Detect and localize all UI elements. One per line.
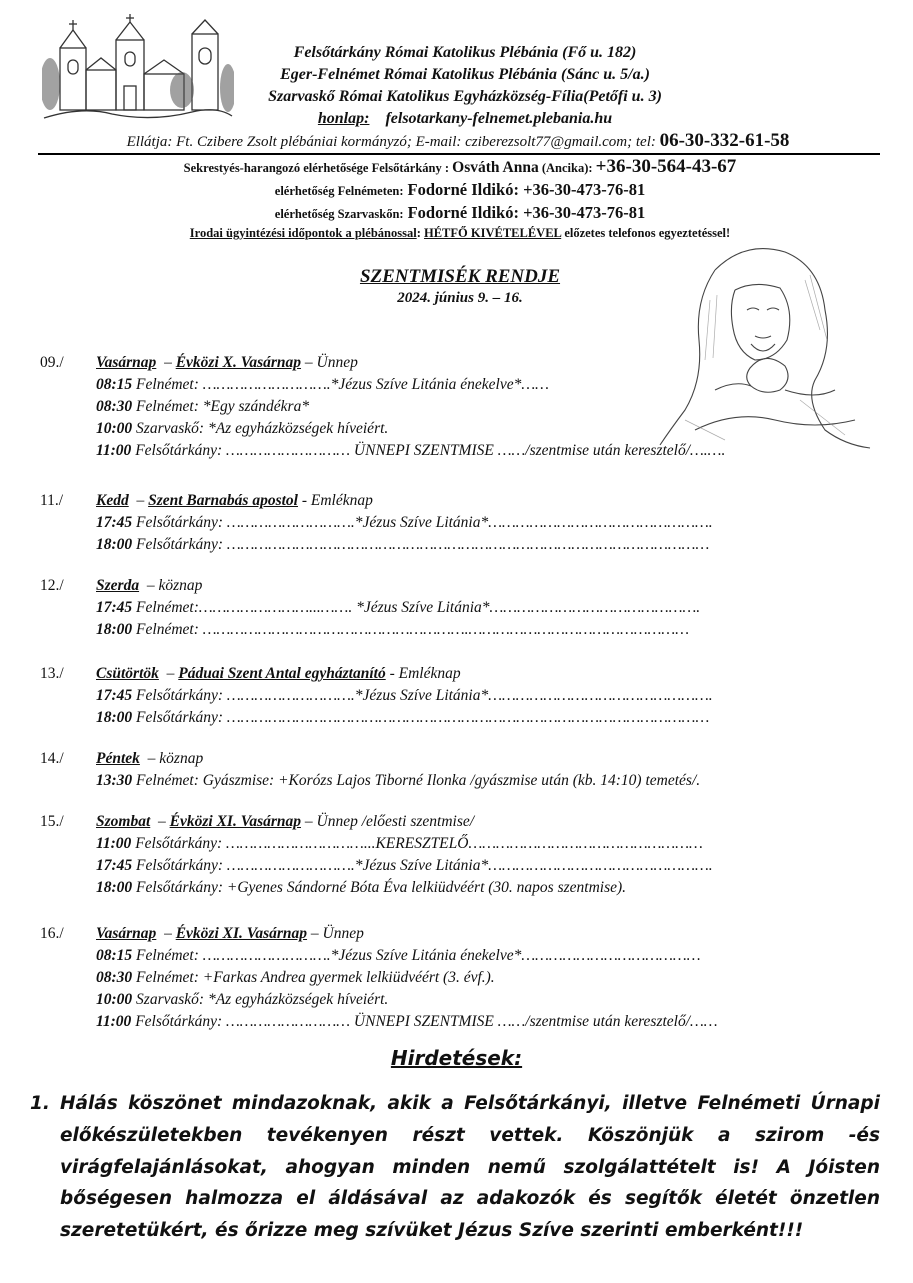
mass-time: 10:00 xyxy=(96,420,133,437)
feast-name: Évközi XI. Vasárnap xyxy=(175,925,308,942)
day-heading xyxy=(96,813,474,831)
day-heading xyxy=(96,665,461,683)
day-number: 16./ xyxy=(40,925,64,942)
mass-entry: 18:00 Felsőtárkány: …………………………………………………………………………………………… xyxy=(96,709,710,726)
day-name: Vasárnap xyxy=(96,354,157,371)
day-number: 09./ xyxy=(40,354,64,371)
mass-time: 11:00 xyxy=(96,442,132,459)
email-link[interactable]: cziberezsolt77@gmail.com xyxy=(465,134,628,150)
mass-entry: 10:00 Szarvaskő: *Az egyházközségek híveiért. xyxy=(96,420,389,437)
szarvasko-contact-line xyxy=(40,203,880,223)
phone-number: 06-30-332-61-58 xyxy=(659,130,790,151)
mass-entry: 18:00 Felnémet: ………………………………………………….………………………………………… xyxy=(96,621,689,638)
day-separator: – xyxy=(136,492,145,509)
mass-entry: 18:00 Felsőtárkány: …………………………………………………………………………………………… xyxy=(96,536,710,553)
homepage-label: honlap: xyxy=(317,110,370,127)
header-divider xyxy=(38,153,880,155)
mass-entry: 17:45 Felnémet:……………………...……. *Jézus Szíve Litánia*………………………………………. xyxy=(96,599,701,616)
sacristan-label: Sekrestyés-harangozó elérhetősége Felsőtárkány : xyxy=(183,161,450,175)
mass-entry: 11:00 Felsőtárkány: ……………………… ÜNNEPI SZENTMISE ……/szentmise után keresztelő/…… xyxy=(96,1013,718,1030)
day-number: 11./ xyxy=(40,492,64,509)
felnemet-contact: Fodorné Ildikó: +36-30-473-76-81 xyxy=(407,180,646,199)
schedule-title-text: SZENTMISÉK RENDJE xyxy=(359,266,561,287)
mass-entry: 11:00 Felsőtárkány: …………………………...KERESZTELŐ…………………………………………… xyxy=(96,835,703,852)
mass-time: 17:45 xyxy=(96,514,133,531)
schedule-dates: 2024. június 9. – 16. xyxy=(397,290,523,306)
day-separator: – xyxy=(158,813,166,830)
schedule-title xyxy=(340,266,580,288)
mass-entry: 18:00 Felsőtárkány: +Gyenes Sándorné Bóta Éva lelkiüdvéért (30. napos szentmise). xyxy=(96,879,627,896)
office-label: Irodai ügyintézési időpontok a plébánossal xyxy=(189,226,417,240)
mass-time: 08:30 xyxy=(96,969,133,986)
day-heading xyxy=(96,354,358,372)
tel-label: ; tel: xyxy=(627,134,656,150)
office-hours-line xyxy=(40,226,880,241)
mass-entry: 17:45 Felsőtárkány: ……………………….*Jézus Szíve Litánia*…………………………………………. xyxy=(96,857,713,874)
mass-entry: 17:45 Felsőtárkány: ……………………….*Jézus Szíve Litánia*…………………………………………. xyxy=(96,514,713,531)
mass-time: 08:15 xyxy=(96,947,133,964)
sacristan-name: Osváth Anna xyxy=(452,159,539,176)
mass-time: 18:00 xyxy=(96,621,133,638)
parish-felnemet: Eger-Felnémet Római Katolikus Plébánia (Sánc u. 5/a.) xyxy=(280,66,650,83)
mass-time: 18:00 xyxy=(96,709,133,726)
felnemet-contact-line xyxy=(40,180,880,200)
day-type: – köznap xyxy=(147,750,204,767)
day-separator: – xyxy=(164,354,172,371)
mass-time: 18:00 xyxy=(96,879,133,896)
day-type: - Emléknap xyxy=(389,665,461,682)
mass-time: 18:00 xyxy=(96,536,133,553)
day-heading xyxy=(96,750,203,768)
mass-time: 10:00 xyxy=(96,991,133,1008)
mass-entry: 08:30 Felnémet: +Farkas Andrea gyermek lelkiüdvéért (3. évf.). xyxy=(96,969,495,986)
announcements-title-text: Hirdetések: xyxy=(390,1046,523,1070)
mass-entry: 08:15 Felnémet: ……………………….*Jézus Szíve Litánia énekelve*………………………………… xyxy=(96,947,701,964)
mass-entry: 08:30 Felnémet: *Egy szándékra* xyxy=(96,398,310,415)
szarvasko-label: elérhetőség Szarvaskőn: xyxy=(274,207,404,221)
parish-felsotarkany: Felsőtárkány Római Katolikus Plébánia (Fő u. 182) xyxy=(293,44,637,61)
announcement-text: Hálás köszönet mindazoknak, akik a Felsőtárkányi, illetve Felnémeti Úrnapi előkészületekben tevékenyen részt vettek. Köszönjük a szirom -és virágfelajánlásokat, ahogyan minden nemű szolgálattételt is! A Jóisten bőségesen halmozza el áldásával az adakozók és segítők életét önzetlen szeretetükért, és őrizze meg szívüket Jézus Szíve szerinti emberként!!! xyxy=(60,1093,880,1242)
day-type: – Ünnep /előesti szentmise/ xyxy=(304,813,475,830)
mass-time: 08:15 xyxy=(96,376,133,393)
announcement-number: 1. xyxy=(30,1093,50,1114)
day-number: 12./ xyxy=(40,577,64,594)
day-number: 15./ xyxy=(40,813,64,830)
day-type: – Ünnep xyxy=(304,354,358,371)
sacristan-phone: +36-30-564-43-67 xyxy=(595,156,737,177)
office-colon: : xyxy=(416,226,421,240)
homepage-line xyxy=(150,110,780,128)
day-name: Csütörtök xyxy=(96,665,159,682)
mass-time: 13:30 xyxy=(96,772,133,789)
announcements-title xyxy=(0,1046,913,1070)
mass-time: 17:45 xyxy=(96,857,133,874)
contact-line xyxy=(38,130,878,152)
announcement-item xyxy=(30,1088,880,1247)
mass-time: 11:00 xyxy=(96,835,132,852)
day-heading xyxy=(96,925,364,943)
mass-entry: 13:30 Felnémet: Gyászmise: +Korózs Lajos Tiborné Ilonka /gyászmise után (kb. 14:10) temetés/. xyxy=(96,772,701,789)
day-number: 14./ xyxy=(40,750,64,767)
mass-entry: 10:00 Szarvaskő: *Az egyházközségek híveiért. xyxy=(96,991,389,1008)
day-separator: – xyxy=(164,925,172,942)
mass-entry: 17:45 Felsőtárkány: ……………………….*Jézus Szíve Litánia*…………………………………………. xyxy=(96,687,713,704)
day-type: – Ünnep xyxy=(310,925,364,942)
sacristan-nick: (Ancika): xyxy=(541,161,593,175)
praying-jesus-illustration xyxy=(655,240,877,452)
day-name: Péntek xyxy=(96,750,140,767)
feast-name: Páduai Szent Antal egyháztanító xyxy=(178,665,386,682)
mass-entry: 11:00 Felsőtárkány: ……………………… ÜNNEPI SZENTMISE ……/szentmise után keresztelő/….…. xyxy=(96,442,726,459)
day-type: – köznap xyxy=(146,577,203,594)
felnemet-label: elérhetőség Felnémeten: xyxy=(274,184,404,198)
office-exception: HÉTFŐ KIVÉTELÉVEL xyxy=(423,226,562,240)
day-heading xyxy=(96,492,373,510)
day-number: 13./ xyxy=(40,665,64,682)
feast-name: Szent Barnabás apostol xyxy=(148,492,298,509)
day-heading xyxy=(96,577,202,595)
mass-time: 17:45 xyxy=(96,687,133,704)
day-name: Vasárnap xyxy=(96,925,157,942)
mass-time: 11:00 xyxy=(96,1013,132,1030)
day-name: Szombat xyxy=(96,813,151,830)
mass-time: 17:45 xyxy=(96,599,133,616)
feast-name: Évközi X. Vasárnap xyxy=(175,354,302,371)
mass-entry: 08:15 Felnémet: ……………………….*Jézus Szíve Litánia énekelve*…… xyxy=(96,376,549,393)
homepage-link[interactable]: felsotarkany-felnemet.plebania.hu xyxy=(385,110,613,127)
szarvasko-contact: Fodorné Ildikó: +36-30-473-76-81 xyxy=(407,203,646,222)
feast-name: Évközi XI. Vasárnap xyxy=(169,813,301,830)
day-name: Kedd xyxy=(96,492,129,509)
sacristan-line xyxy=(40,156,880,178)
day-name: Szerda xyxy=(96,577,140,594)
day-type: - Emléknap xyxy=(301,492,373,509)
contact-prefix: Ellátja: Ft. Czibere Zsolt plébániai kormányzó; E-mail: xyxy=(126,134,462,150)
day-separator: – xyxy=(166,665,175,682)
office-rest: előzetes telefonos egyeztetéssel! xyxy=(564,226,731,240)
mass-time: 08:30 xyxy=(96,398,133,415)
parish-szarvasko: Szarvaskő Római Katolikus Egyházközség-Fília(Petőfi u. 3) xyxy=(268,88,662,105)
